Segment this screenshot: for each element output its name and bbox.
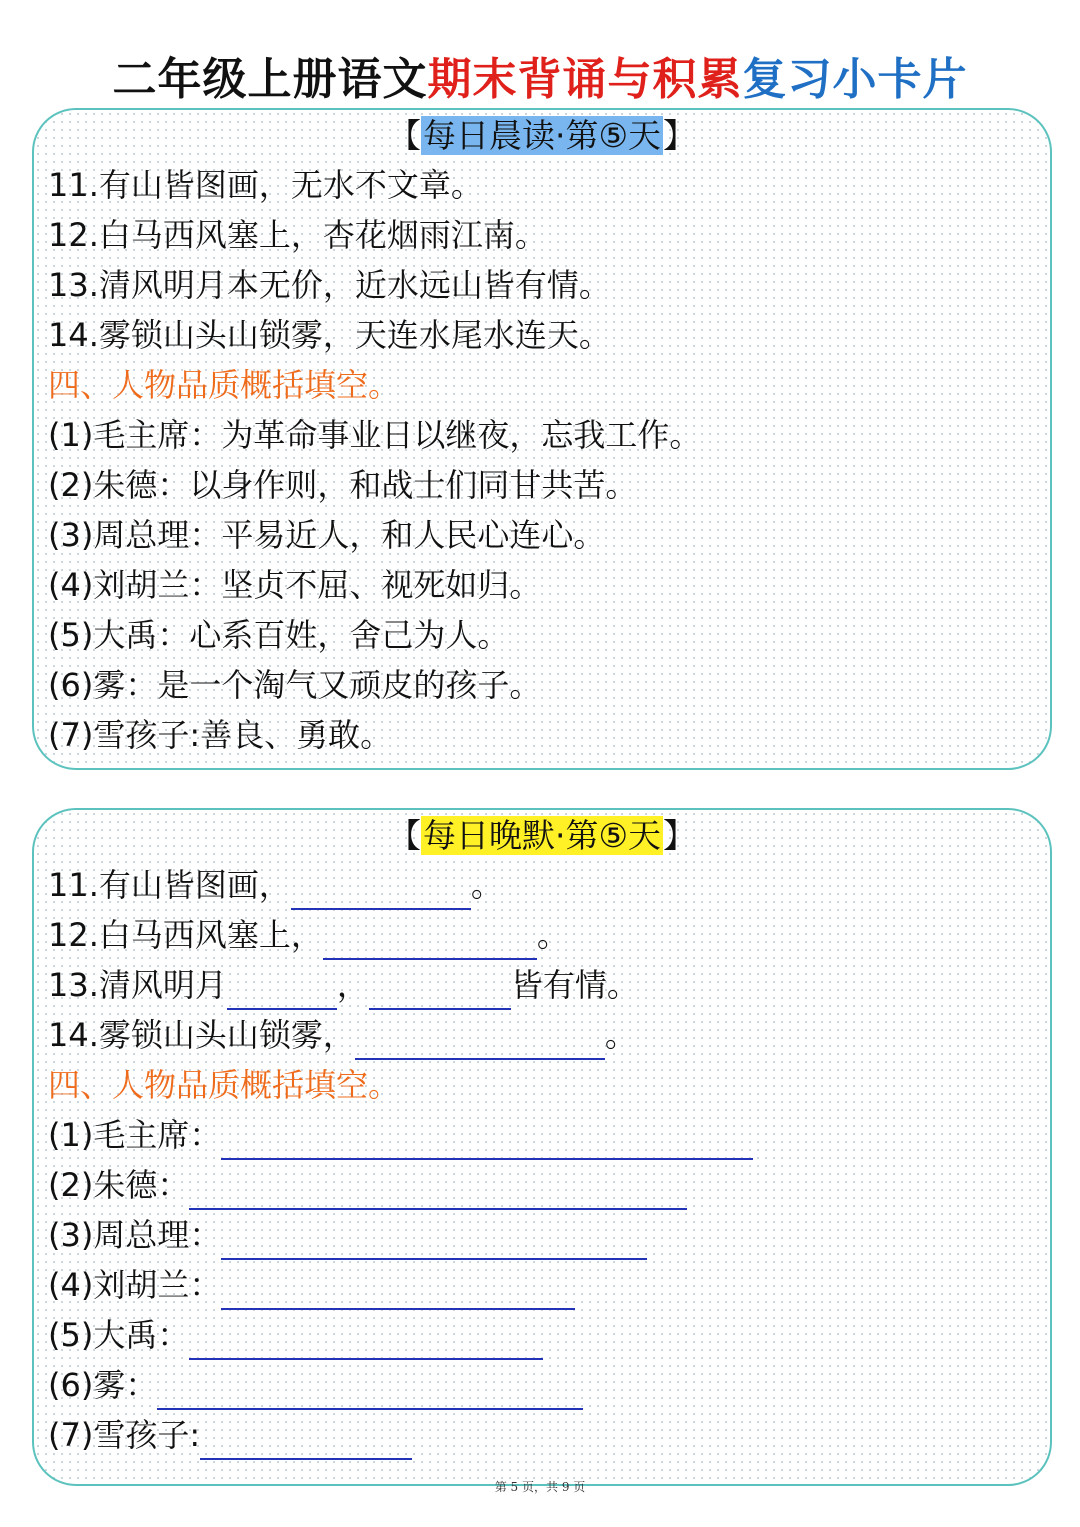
fill-item-4 [48, 1260, 575, 1310]
page-title [0, 44, 1080, 116]
character-item-3: (3)周总理：平易近人，和人民心连心。 [48, 516, 606, 554]
answer-blank[interactable] [189, 1322, 543, 1360]
dictation-line-14 [48, 1010, 637, 1060]
evening-card-title [34, 812, 1050, 860]
dictation-suffix: 。 [470, 866, 503, 904]
verse-line-11: 11.有山皆图画，无水不文章。 [48, 166, 483, 204]
fill-item-label: (5)大禹： [48, 1316, 190, 1354]
character-item-6: (6)雾：是一个淘气又顽皮的孩子。 [48, 666, 542, 704]
title-bracket-close: 】 [663, 816, 697, 855]
fill-item-6 [48, 1360, 583, 1410]
answer-blank[interactable] [323, 922, 537, 960]
answer-blank[interactable] [221, 1222, 647, 1260]
title-part-3: 复习小卡片 [742, 54, 968, 105]
dictation-line-12 [48, 910, 569, 960]
morning-title-text: 每日晨读·第⑤天 [422, 116, 662, 155]
answer-blank[interactable] [221, 1272, 575, 1310]
fill-item-2 [48, 1160, 687, 1210]
verse-line-14: 14.雾锁山头山锁雾，天连水尾水连天。 [48, 316, 611, 354]
fill-item-label: (6)雾： [48, 1366, 158, 1404]
evening-title-text: 每日晚默·第⑤天 [422, 816, 662, 855]
dictation-suffix: 。 [536, 916, 569, 954]
fill-item-3 [48, 1210, 647, 1260]
title-part-2: 期末背诵与积累 [427, 54, 743, 105]
dictation-line-13 [48, 960, 639, 1010]
dictation-separator: ， [336, 966, 369, 1004]
answer-blank[interactable] [291, 872, 471, 910]
dictation-suffix: 。 [604, 1016, 637, 1054]
fill-item-label: (4)刘胡兰： [48, 1266, 222, 1304]
fill-item-label: (3)周总理： [48, 1216, 222, 1254]
dictation-prompt: 14.雾锁山头山锁雾， [48, 1016, 355, 1054]
morning-reading-card [32, 108, 1052, 770]
morning-card-title [34, 112, 1050, 160]
character-item-5: (5)大禹：心系百姓，舍己为人。 [48, 616, 510, 654]
page-number: 第 5 页，共 9 页 [494, 1480, 586, 1494]
section-heading: 四、人物品质概括填空。 [48, 366, 401, 404]
answer-blank[interactable] [355, 1022, 605, 1060]
dictation-prompt: 13.清风明月 [48, 966, 227, 1004]
character-item-7: (7)雪孩子:善良、勇敢。 [48, 716, 393, 754]
evening-dictation-card [32, 808, 1052, 1486]
title-bracket-open: 【 [387, 116, 421, 155]
answer-blank[interactable] [227, 972, 337, 1010]
answer-blank[interactable] [189, 1172, 687, 1210]
verse-line-13: 13.清风明月本无价，近水远山皆有情。 [48, 266, 611, 304]
fill-item-7 [48, 1410, 412, 1460]
fill-item-label: (1)毛主席： [48, 1116, 222, 1154]
answer-blank[interactable] [157, 1372, 583, 1410]
verse-line-12: 12.白马西风塞上，杏花烟雨江南。 [48, 216, 547, 254]
fill-item-label: (7)雪孩子: [48, 1416, 201, 1454]
title-part-1: 二年级上册语文 [112, 54, 428, 105]
character-item-1: (1)毛主席：为革命事业日以继夜，忘我工作。 [48, 416, 702, 454]
answer-blank[interactable] [200, 1422, 412, 1460]
fill-item-1 [48, 1110, 753, 1160]
title-bracket-open: 【 [387, 816, 421, 855]
fill-item-label: (2)朱德： [48, 1166, 190, 1204]
dictation-prompt: 12.白马西风塞上， [48, 916, 323, 954]
dictation-prompt: 11.有山皆图画， [48, 866, 291, 904]
title-bracket-close: 】 [663, 116, 697, 155]
character-item-2: (2)朱德：以身作则，和战士们同甘共苦。 [48, 466, 638, 504]
character-item-4: (4)刘胡兰：坚贞不屈、视死如归。 [48, 566, 542, 604]
dictation-line-11 [48, 860, 503, 910]
dictation-suffix: 皆有情。 [510, 966, 639, 1004]
answer-blank[interactable] [221, 1122, 753, 1160]
section-heading: 四、人物品质概括填空。 [48, 1066, 401, 1104]
answer-blank[interactable] [369, 972, 511, 1010]
fill-item-5 [48, 1310, 543, 1360]
